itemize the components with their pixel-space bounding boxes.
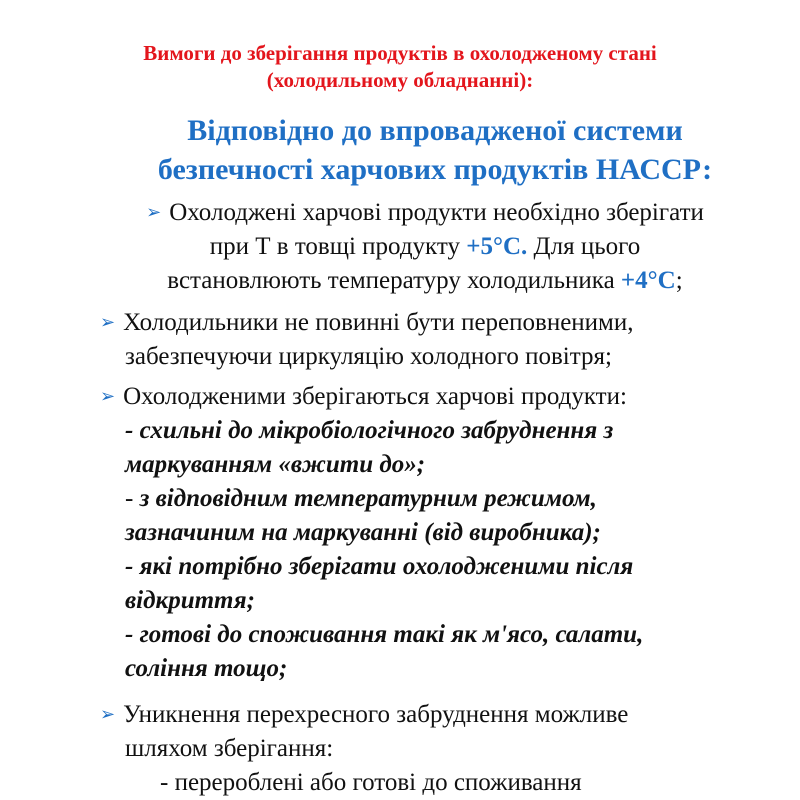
item2-line2: забезпечуючи циркуляцію холодного повітря; [125, 343, 612, 370]
item3-sub1-line2: маркуванням «вжити до»; [125, 451, 426, 478]
item3-sub4-line2: соління тощо; [125, 655, 288, 682]
item4-line3: - перероблені або готові до споживання [160, 769, 582, 796]
item3-sub3-line2: відкриття; [125, 587, 255, 614]
fridge-temperature-value: +4°С [620, 267, 676, 294]
item2-line1: ➢ Холодильники не повинні бути переповненими, [100, 309, 634, 336]
item1-line3: встановлюють температуру холодильника +4°С; [167, 267, 683, 294]
arrow-bullet-icon: ➢ [100, 704, 116, 725]
item3-sub1-line1: - схильні до мікробіологічного забруднення з [125, 417, 614, 444]
item3-sub2-line2: зазначиним на маркуванні (від виробника); [125, 519, 601, 546]
product-temperature-value: +5°С. [466, 233, 528, 260]
item1-line1: ➢ Охолоджені харчові продукти необхідно зберігати [146, 199, 704, 226]
haccp-heading-line1: Відповідно до впровадженої системи [187, 114, 683, 147]
haccp-heading-line2: безпечності харчових продуктів НАССР: [157, 153, 713, 186]
item1-line2: при Т в товщі продукту +5°С. Для цього [209, 233, 641, 260]
item4-line1: ➢ Уникнення перехресного забруднення можливе [100, 701, 629, 728]
list-item-cross-contamination [100, 698, 628, 800]
list-item-no-overfilling [100, 306, 634, 374]
haccp-heading [0, 111, 800, 189]
item3-sub2-line1: - з відповідним температурним режимом, [125, 485, 597, 512]
item3-line1: ➢ Охолодженими зберігаються харчові продукти: [100, 383, 627, 410]
section-title [0, 40, 800, 94]
item3-sub3-line1: - які потрібно зберігати охолодженими після [125, 553, 634, 580]
section-title-line2: (холодильному обладнанні): [266, 68, 534, 92]
list-item-chilled-products [100, 380, 643, 686]
section-title-line1: Вимоги до зберігання продуктів в охолодженому стані [143, 41, 657, 65]
arrow-bullet-icon: ➢ [100, 312, 116, 333]
item4-line2: шляхом зберігання: [125, 735, 334, 762]
list-item-chilled-storage-temperature [100, 196, 750, 298]
arrow-bullet-icon: ➢ [100, 386, 116, 407]
arrow-bullet-icon: ➢ [146, 202, 162, 223]
item3-sub4-line1: - готові до споживання такі як м'ясо, салати, [125, 621, 644, 648]
